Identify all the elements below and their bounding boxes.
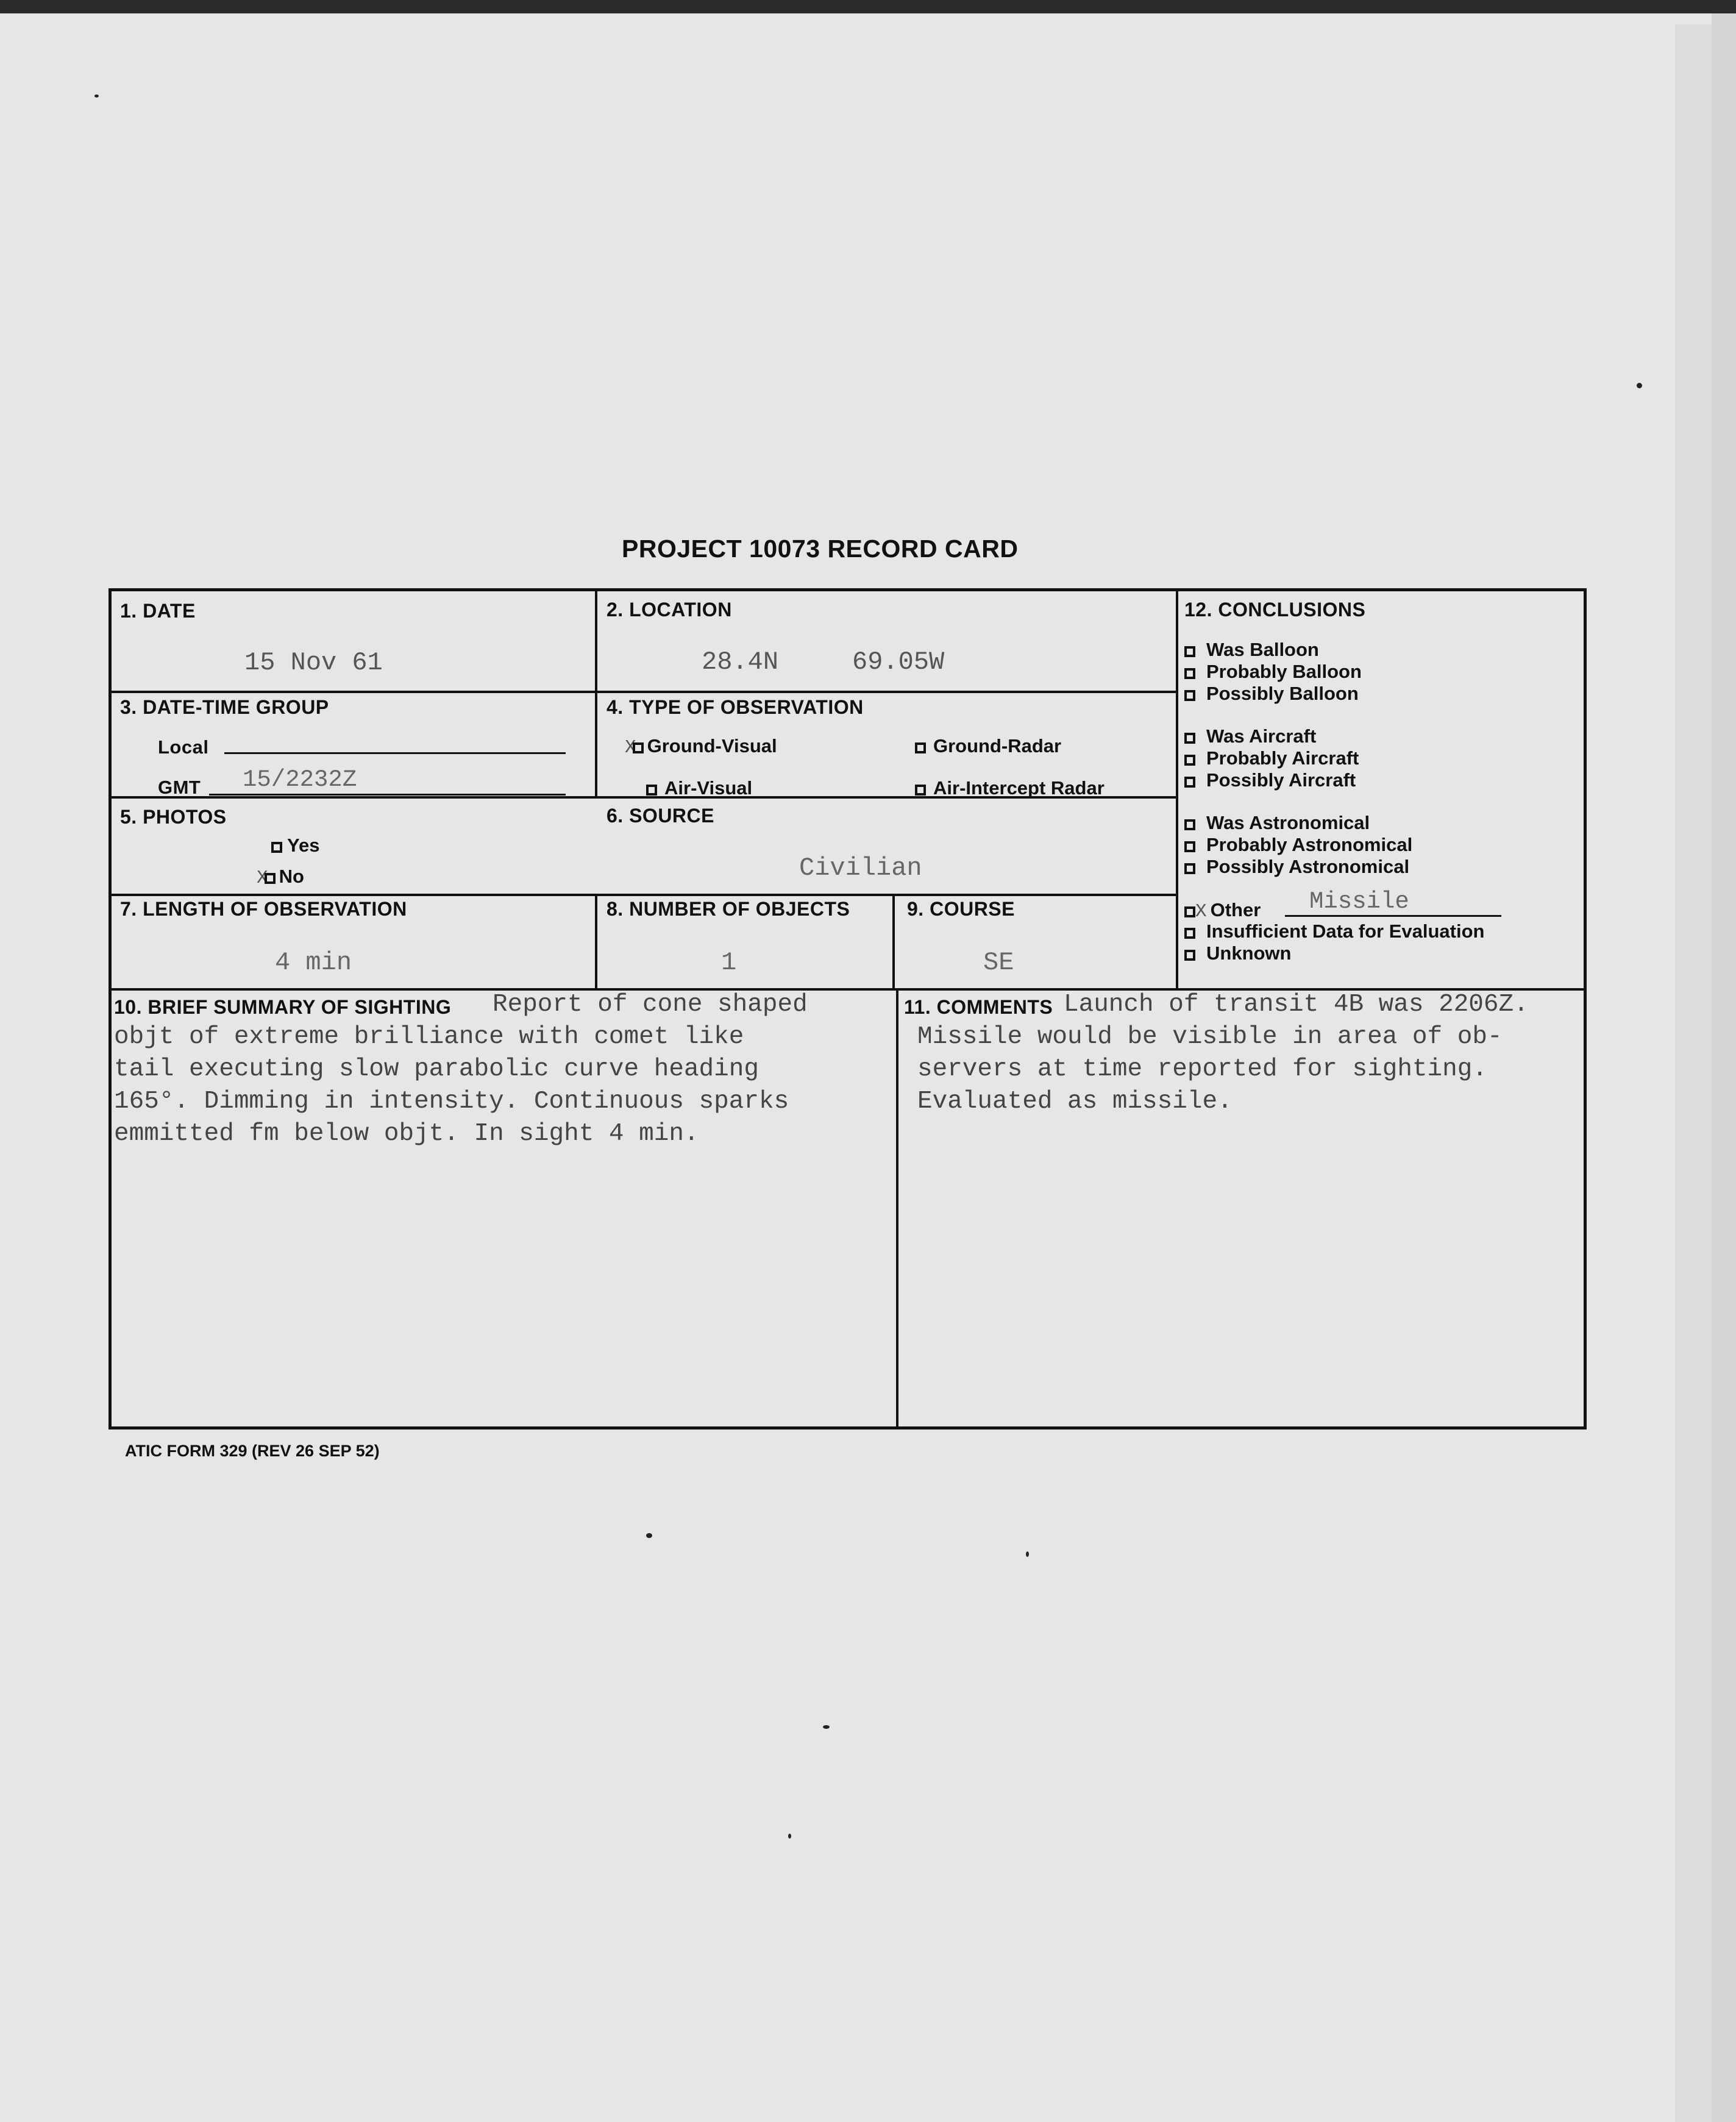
checkbox-icon [915, 785, 926, 796]
conclusion-label: Was Aircraft [1206, 725, 1317, 747]
course-value: SE [983, 948, 1014, 977]
summary-line: 165°. Dimming in intensity. Continuous sparks [114, 1088, 789, 1116]
location-label: 2. LOCATION [607, 599, 732, 621]
divider [595, 591, 597, 796]
comments-line: servers at time reported for sighting. [917, 1055, 1487, 1083]
conclusion-possibly-balloon [1184, 683, 1362, 705]
date-label: 1. DATE [120, 600, 196, 622]
number-of-objects-label: 8. NUMBER OF OBJECTS [607, 898, 850, 920]
conclusion-label: Possibly Balloon [1206, 683, 1359, 704]
source-value: Civilian [799, 853, 922, 883]
summary-line: emmitted fm below objt. In sight 4 min. [114, 1120, 699, 1148]
scan-speck [1637, 383, 1642, 388]
dtg-gmt-label: GMT [158, 777, 201, 798]
checkbox-icon [1184, 668, 1195, 679]
checkbox-icon [1184, 906, 1195, 917]
checkbox-icon [1184, 755, 1195, 766]
divider [892, 894, 895, 988]
dtg-gmt-line [209, 794, 566, 796]
option-label: No [279, 866, 304, 887]
conclusion-was-aircraft [1184, 725, 1359, 747]
checkbox-icon [646, 785, 657, 796]
option-label: Air-Visual [664, 777, 753, 799]
divider [112, 894, 1176, 896]
photos-option-yes [271, 835, 319, 856]
conclusion-label: Probably Astronomical [1206, 834, 1413, 855]
option-air-visual [646, 777, 752, 799]
conclusion-other-line [1285, 915, 1501, 917]
course-label: 9. COURSE [907, 898, 1015, 920]
option-label: Air-Intercept Radar [933, 777, 1105, 799]
source-label: 6. SOURCE [607, 805, 714, 827]
conclusion-unknown [1184, 942, 1484, 964]
dtg-local-label: Local [158, 736, 209, 758]
conclusion-insufficient-data [1184, 920, 1484, 942]
checkbox-icon [915, 742, 926, 753]
dtg-local-line [224, 752, 566, 754]
conclusions-list [1184, 812, 1412, 878]
comments-label: 11. COMMENTS [904, 996, 1053, 1018]
option-ground-visual [625, 735, 777, 758]
conclusion-possibly-aircraft [1184, 769, 1359, 791]
summary-line: tail executing slow parabolic curve heading [114, 1055, 759, 1083]
checked-mark: X [625, 737, 636, 758]
conclusion-label: Probably Aircraft [1206, 747, 1359, 769]
checkbox-icon [1184, 819, 1195, 830]
conclusion-probably-aircraft [1184, 747, 1359, 769]
card-title: PROJECT 10073 RECORD CARD [622, 535, 1019, 563]
checkbox-icon [1184, 733, 1195, 744]
option-label: Ground-Radar [933, 735, 1062, 757]
option-ground-radar [915, 735, 1061, 757]
divider [112, 691, 1176, 693]
conclusion-label: Unknown [1206, 942, 1292, 964]
scan-speck [646, 1533, 652, 1538]
checked-mark: X [257, 867, 268, 889]
conclusion-label: Possibly Aircraft [1206, 769, 1356, 791]
checkbox-icon [1184, 950, 1195, 961]
comments-line: Launch of transit 4B was 2206Z. [1064, 991, 1529, 1019]
conclusions-list [1184, 920, 1484, 964]
summary-label: 10. BRIEF SUMMARY OF SIGHTING [114, 996, 452, 1018]
conclusion-other [1184, 899, 1261, 923]
dtg-gmt-value: 15/2232Z [243, 766, 357, 793]
divider [595, 894, 597, 988]
divider [896, 988, 898, 1430]
scan-speck [94, 94, 99, 98]
conclusions-label: 12. CONCLUSIONS [1184, 599, 1366, 621]
checkbox-icon [1184, 863, 1195, 874]
checkbox-icon [265, 873, 276, 884]
option-label: Yes [287, 835, 320, 856]
conclusion-label: Other [1210, 899, 1261, 920]
checkbox-icon [633, 742, 644, 753]
conclusions-list [1184, 725, 1359, 791]
dtg-label: 3. DATE-TIME GROUP [120, 696, 329, 718]
scan-top-edge [0, 0, 1736, 13]
checkbox-icon [1184, 690, 1195, 701]
checkbox-icon [1184, 777, 1195, 788]
date-value: 15 Nov 61 [244, 648, 383, 677]
photos-option-no [257, 866, 304, 889]
photos-label: 5. PHOTOS [120, 806, 227, 828]
checked-mark: X [1195, 901, 1207, 922]
conclusion-label: Probably Balloon [1206, 661, 1362, 682]
conclusion-label: Was Astronomical [1206, 812, 1370, 833]
conclusion-possibly-astronomical [1184, 856, 1412, 878]
conclusion-probably-balloon [1184, 661, 1362, 683]
location-latitude: 28.4N [702, 647, 779, 677]
comments-line: Missile would be visible in area of ob- [917, 1023, 1503, 1051]
conclusion-probably-astronomical [1184, 834, 1412, 856]
conclusions-list [1184, 639, 1362, 705]
location-longitude: 69.05W [852, 647, 945, 677]
checkbox-icon [1184, 841, 1195, 852]
observation-type-label: 4. TYPE OF OBSERVATION [607, 696, 864, 718]
form-number: ATIC FORM 329 (REV 26 SEP 52) [125, 1442, 380, 1460]
conclusion-other-value: Missile [1309, 888, 1409, 915]
scan-right-shadow [1675, 24, 1712, 2122]
summary-line: Report of cone shaped [493, 991, 808, 1019]
conclusion-was-astronomical [1184, 812, 1412, 834]
number-of-objects-value: 1 [721, 948, 737, 977]
scan-speck [1026, 1551, 1029, 1557]
record-card [108, 588, 1587, 1430]
length-value: 4 min [275, 948, 352, 977]
option-label: Ground-Visual [647, 735, 777, 757]
scan-speck [823, 1725, 830, 1729]
length-label: 7. LENGTH OF OBSERVATION [120, 898, 407, 920]
conclusion-label: Possibly Astronomical [1206, 856, 1410, 877]
divider [1176, 591, 1178, 988]
scan-speck [788, 1834, 791, 1839]
comments-line: Evaluated as missile. [917, 1088, 1233, 1116]
conclusion-label: Was Balloon [1206, 639, 1319, 660]
checkbox-icon [271, 842, 282, 853]
checkbox-icon [1184, 646, 1195, 657]
option-air-intercept-radar [915, 777, 1105, 799]
conclusion-label: Insufficient Data for Evaluation [1206, 920, 1485, 942]
conclusion-was-balloon [1184, 639, 1362, 661]
checkbox-icon [1184, 928, 1195, 939]
summary-line: objt of extreme brilliance with comet like [114, 1023, 744, 1051]
scan-right-edge [1712, 13, 1736, 2122]
